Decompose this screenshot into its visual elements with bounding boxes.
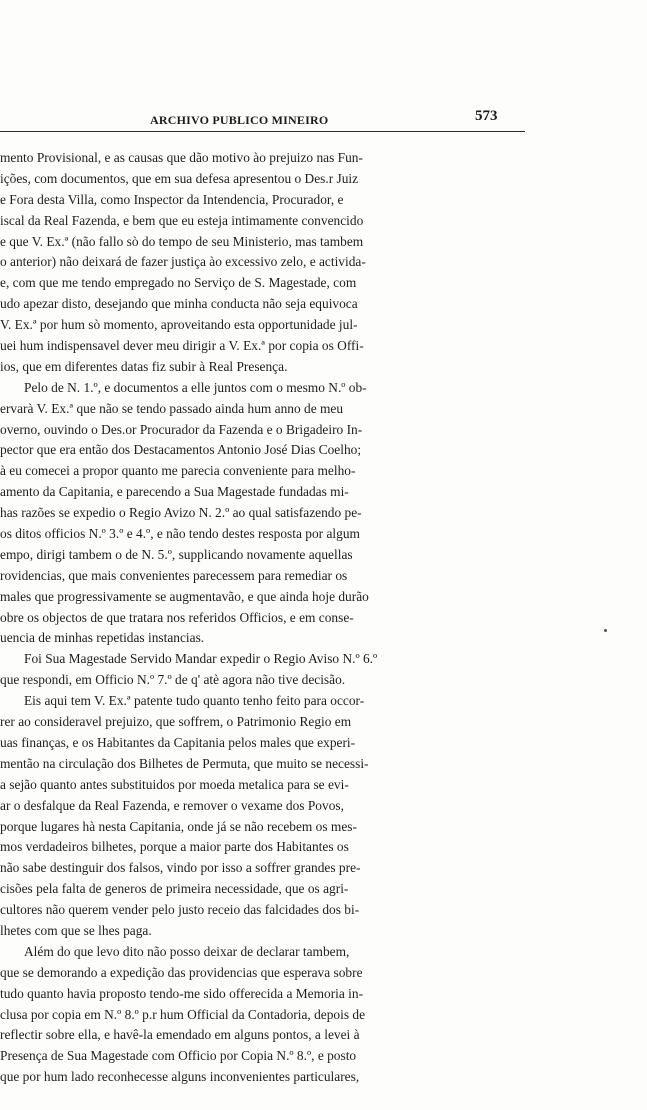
text-line: porque lugares hà nesta Capitania, onde já se não recebem os mes- [0,818,357,834]
text-line: uencia de minhas repetidas instancias. [0,630,205,646]
text-line: ar o desfalque da Real Fazenda, e remover o vexame dos Povos, [0,797,344,813]
text-line: mento Provisional, e as causas que dão motivo ào prejuizo nas Fun- [0,150,363,165]
paragraph-start-line: Foi Sua Magestade Servido Mandar expedir o Regio Aviso N.º 6.º [24,651,378,667]
text-line: e Fora desta Villa, como Inspector da Intendencia, Procurador, e [0,191,344,207]
text-line: ios, que em diferentes datas fiz subir à Real Presença. [0,358,288,374]
text-line: uas finanças, e os Habitantes da Capitania pelos males que experi- [0,734,356,750]
page-number: 573 [475,108,498,124]
text-line: males que progressivamente se augmentavão, e que ainda hoje durão [0,588,369,604]
text-line: has razões se expedio o Regio Avizo N. 2.º ao qual satisfazendo pe- [0,505,362,521]
text-line: empo, dirigi tambem o de N. 5.º, supplicando novamente aquellas [0,546,353,562]
margin-dot [604,629,607,632]
text-line: que respondi, em Officio N.º 7.º de q' atè agora não tive decisão. [0,672,346,688]
header-rule [0,131,525,132]
text-line: tudo quanto havia proposto tendo-me sido offerecida a Memoria in- [0,985,364,1001]
text-line: V. Ex.ª por hum sò momento, aproveitando esta opportunidade jul- [0,317,358,333]
text-line: e que V. Ex.ª (não fallo sò do tempo de seu Ministerio, mas tambem [0,233,364,249]
text-line: cultores não querem vender pelo justo receio das falcidades dos bi- [0,902,360,918]
text-line: que se demorando a expedição das providencias que esperava sobre [0,964,363,980]
text-line: à eu comecei a propor quanto me parecia conveniente para melho- [0,463,356,479]
text-line: amento da Capitania, e parecendo a Sua Magestade fundadas mi- [0,484,349,500]
paragraph-start-line: Eis aqui tem V. Ex.ª patente tudo quanto tenho feito para occor- [24,693,365,709]
paragraph-start-line: Pelo de N. 1.º, e documentos a elle juntos com o mesmo N.º ob- [24,379,367,395]
page-header [0,104,525,136]
text-line: rovidencias, que mais convenientes parecessem para remediar os [0,567,348,583]
text-line: uei hum indispensavel dever meu dirigir a V. Ex.ª por copia os Offi- [0,338,364,354]
text-line: iscal da Real Fazenda, e bem que eu esteja intimamente convencido [0,212,364,228]
running-title: ARCHIVO PUBLICO MINEIRO [150,113,329,127]
text-line: Presença de Sua Magestade com Officio por Copia N.º 8.º, e posto [0,1048,357,1064]
body-text [0,148,545,1088]
text-line: ervarà V. Ex.ª que não se tendo passado ainda hum anno de meu [0,400,344,416]
text-line: o anterior) não deixará de fazer justiça ào excessivo zelo, e activida- [0,254,366,270]
text-line: e, com que me tendo empregado no Serviço de S. Magestade, com [0,275,357,291]
text-line: udo apezar disto, desejando que minha conducta não seja equivoca [0,296,358,312]
text-line: os ditos officios N.º 3.º e 4.º, e não tendo destes resposta por algum [0,526,360,542]
paragraph-start-line: Além do que levo dito não posso deixar de declarar tambem, [24,943,350,959]
text-line: a sejão quanto antes substituidos por moeda metalica para se evi- [0,776,349,792]
text-line: não sabe destinguir dos falsos, vindo por isso a soffrer grandes pre- [0,860,361,876]
text-line: reflectir sobre ella, e havê-la emendado em alguns pontos, a levei à [0,1027,360,1043]
text-line: pector que era então dos Destacamentos Antonio José Dias Coelho; [0,442,362,458]
text-line: obre os objectos de que tratara nos referidos Officios, e em conse- [0,609,354,625]
text-line: mos verdadeiros bilhetes, porque a maior parte dos Habitantes os [0,839,349,855]
text-line: ições, com documentos, que em sua defesa apresentou o Des.r Juiz [0,170,359,186]
text-line: que por hum lado reconhecesse alguns inconvenientes particulares, [0,1069,360,1085]
text-line: rer ao consideravel prejuizo, que soffrem, o Patrimonio Regio em [0,714,352,730]
text-line: lhetes com que se lhes paga. [0,922,152,938]
text-line: overno, ouvindo o Des.or Procurador da Fazenda e o Brigadeiro In- [0,421,363,437]
text-line: clusa por copia em N.º 8.º p.r hum Official da Contadoria, depois de [0,1006,366,1022]
text-line: mentão na circulação dos Bilhetes de Permuta, que muito se necessi- [0,755,369,771]
text-line: cisões pela falta de generos de primeira necessidade, que os agri- [0,881,349,897]
